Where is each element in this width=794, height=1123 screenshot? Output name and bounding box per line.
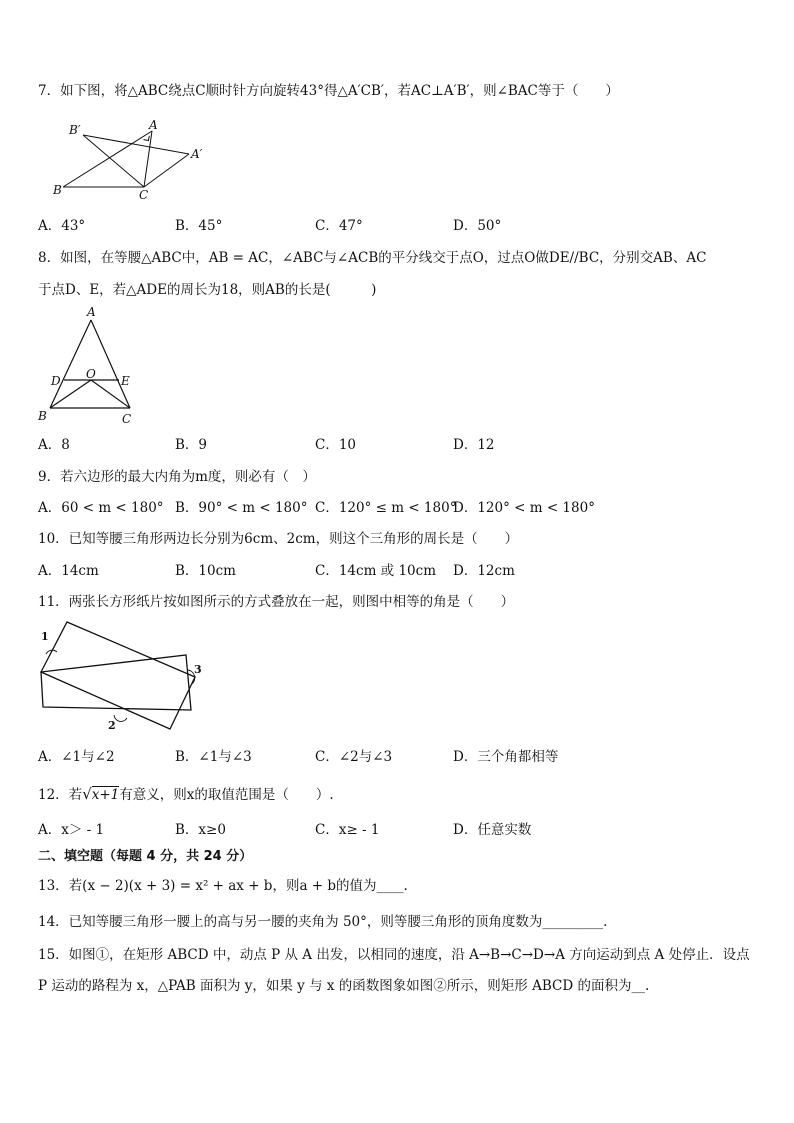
option-a: A．43° — [38, 218, 86, 234]
option-d: D．12 — [453, 437, 495, 453]
question-8-text-line2: 于点D、E，若△ADE的周长为18，则AB的长是( ) — [38, 282, 377, 298]
question-8-figure — [34, 305, 140, 429]
option-b: B．45° — [175, 218, 223, 234]
option-a: A．60 < m < 180° — [38, 500, 164, 516]
option-d: D．任意实数 — [453, 822, 532, 838]
segment-b-prime-a-prime — [83, 135, 189, 154]
sqrt-sign: √ — [82, 785, 92, 803]
question-9-options — [38, 498, 758, 518]
label-a: A — [87, 305, 96, 319]
section-2-title: 二、填空题（每题 4 分，共 24 分） — [38, 849, 253, 864]
label-angle-2: 2 — [108, 719, 116, 732]
option-d: D．120° < m < 180° — [453, 500, 595, 516]
question-7-text: 7．如下图，将△ABC绕点C顺时针方向旋转43°得△A′CB′，若AC⊥A′B′，则∠BAC等于（ ） — [38, 83, 619, 99]
option-a: A．∠1与∠2 — [38, 749, 115, 765]
question-10-text: 10．已知等腰三角形两边长分别为6cm、2cm，则这个三角形的周长是（ ） — [38, 531, 519, 547]
label-b: B — [53, 183, 62, 197]
option-b: B．x≥0 — [175, 822, 226, 838]
label-a: A — [149, 118, 158, 132]
question-15-text-line1: 15．如图①，在矩形 ABCD 中，动点 P 从 A 出发，以相同的速度，沿 A→B→C→D→A 方向运动到点 A 处停止．设点 — [38, 947, 750, 963]
question-11-figure — [34, 618, 214, 736]
question-15-text-line2: P 运动的路程为 x，△PAB 面积为 y，如果 y 与 x 的函数图象如图②所示，则矩形 ABCD 的面积为__. — [38, 978, 650, 994]
question-14-text: 14．已知等腰三角形一腰上的高与另一腰的夹角为 50°，则等腰三角形的顶角度数为_________. — [38, 914, 608, 930]
segment-a-prime-c — [144, 154, 189, 187]
question-8-text-line1: 8．如图，在等腰△ABC中，AB = AC，∠ABC与∠ACB的平分线交于点O，过点O做DE//BC，分别交AB、AC — [38, 250, 707, 266]
option-b: B．∠1与∠3 — [175, 749, 252, 765]
option-b: B．90° < m < 180° — [175, 500, 308, 516]
question-7-figure — [48, 118, 208, 204]
label-b: B — [38, 409, 47, 423]
question-11-options — [38, 747, 758, 767]
label-b-prime: B′ — [69, 123, 81, 137]
option-c: C．14cm 或 10cm — [315, 563, 436, 579]
segment-ab — [50, 320, 91, 408]
question-11-text: 11．两张长方形纸片按如图所示的方式叠放在一起，则图中相等的角是（ ） — [38, 594, 515, 610]
radicand: x+1 — [91, 787, 120, 803]
label-a-prime: A′ — [191, 147, 203, 161]
option-c: C．47° — [315, 218, 363, 234]
option-c: C．120° ≤ m < 180° — [315, 500, 457, 516]
question-8-options — [38, 435, 758, 455]
question-7-options — [38, 216, 758, 236]
option-b: B．10cm — [175, 563, 236, 579]
segment-b-prime-c — [83, 135, 144, 187]
option-d: D．12cm — [453, 563, 515, 579]
label-c: C — [122, 412, 132, 426]
label-e: E — [121, 374, 130, 388]
label-angle-3: 3 — [194, 663, 202, 676]
question-9-text: 9．若六边形的最大内角为m度，则必有（ ） — [38, 469, 316, 485]
option-d: D．50° — [453, 218, 502, 234]
option-a: A．x＞ - 1 — [38, 822, 105, 838]
option-b: B．9 — [175, 437, 208, 453]
label-angle-1: 1 — [41, 630, 49, 643]
question-12-text-pre: 12．若 — [38, 787, 83, 803]
question-10-options — [38, 561, 758, 581]
option-c: C．10 — [315, 437, 357, 453]
question-12-options — [38, 820, 758, 840]
option-a: A．14cm — [38, 563, 99, 579]
label-c: C — [139, 188, 149, 202]
question-12-text — [38, 784, 334, 805]
option-a: A．8 — [38, 437, 70, 453]
rectangle-tilted — [41, 622, 195, 729]
angle-2-arc — [114, 715, 127, 721]
label-o: O — [86, 367, 96, 381]
option-c: C．x≥ - 1 — [315, 822, 380, 838]
question-12-text-post: 有意义，则x的取值范围是（ ）. — [119, 787, 334, 803]
right-angle-mark — [144, 136, 150, 141]
option-c: C．∠2与∠3 — [315, 749, 393, 765]
segment-ac — [144, 131, 152, 187]
question-13-text: 13．若(x − 2)(x + 3) = x² + ax + b，则a + b的值为____. — [38, 878, 408, 894]
segment-ac — [91, 320, 130, 408]
option-d: D．三个角都相等 — [453, 749, 559, 765]
label-d: D — [51, 374, 61, 388]
